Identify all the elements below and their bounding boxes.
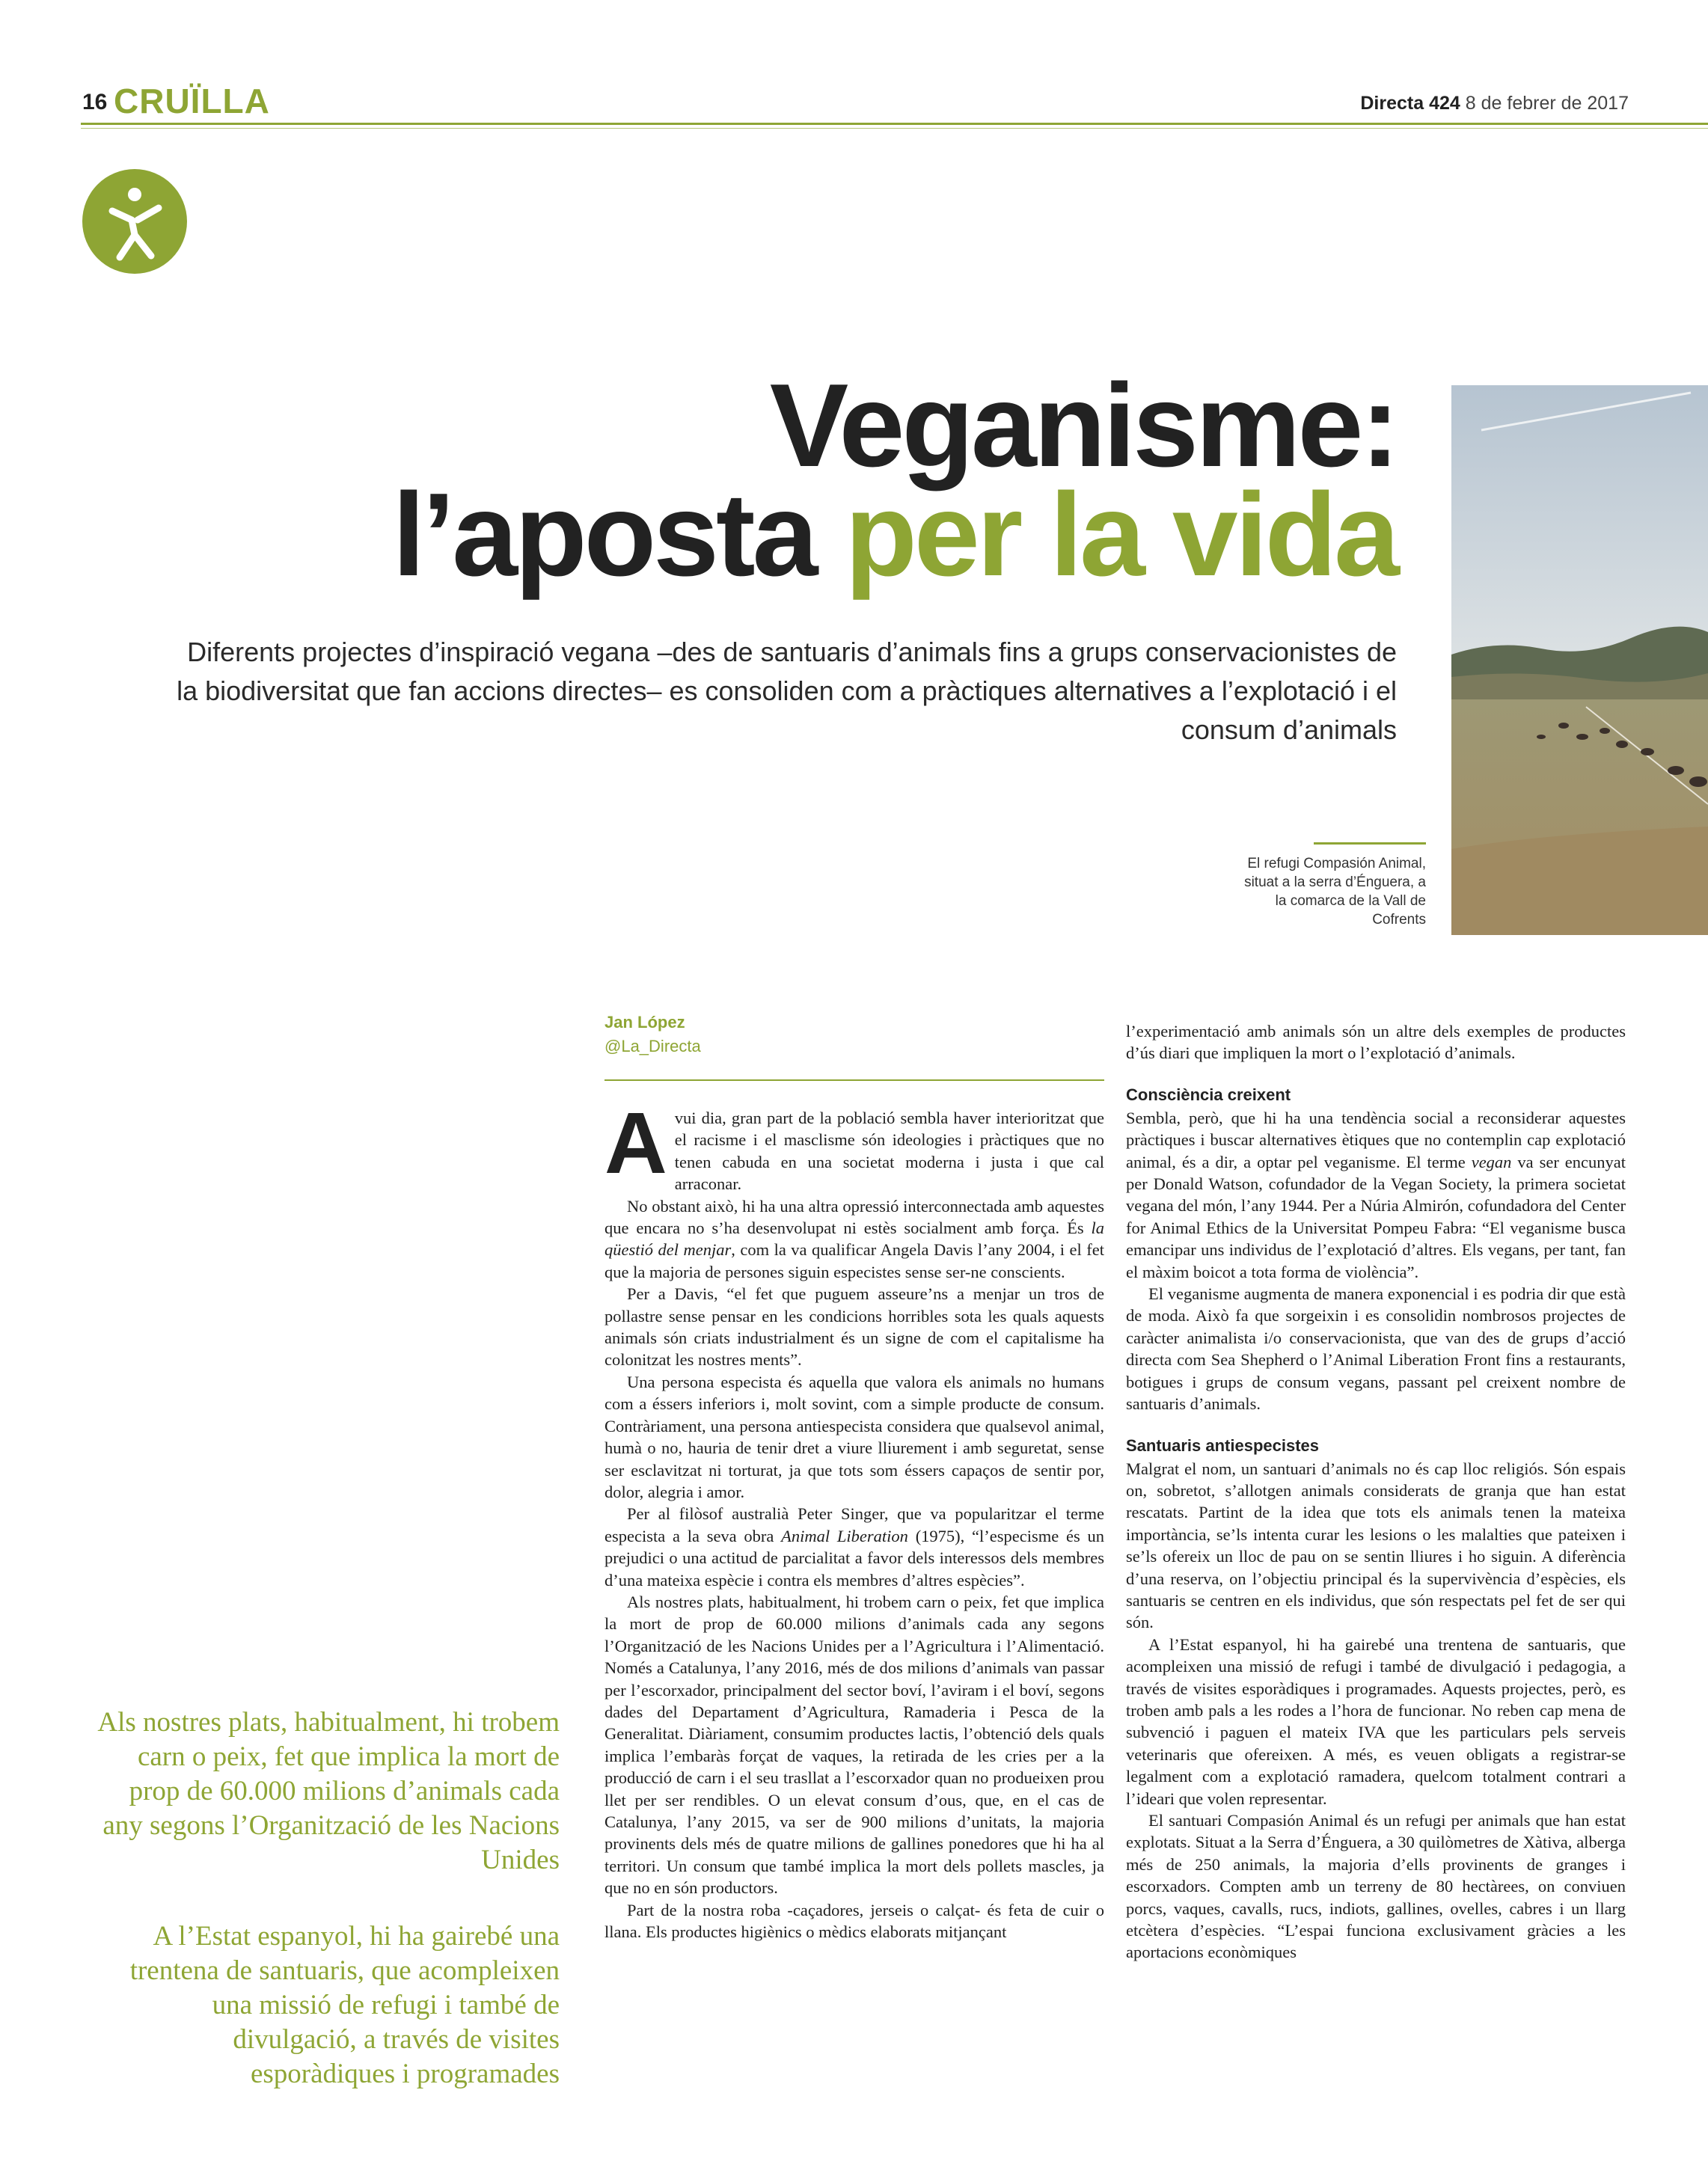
headline-line-1: Veganisme:: [769, 360, 1397, 491]
drop-cap: A: [604, 1094, 667, 1192]
section-gap: [1126, 1064, 1626, 1084]
byline-rule: [604, 1079, 1104, 1081]
sanctuary-photo: [1451, 385, 1708, 935]
article-paragraph: Malgrat el nom, un santuari d’animals no és cap lloc religiós. Són espais on, sobretot, s’allotgen animals considerats de granja que han estat rescatats. Partint de la idea que tots els animals tenen la mateixa importància, se’ls intenta curar les lesions o les malalties que pateixen i se’ls ofereix un lloc de pau on se sentin lliures i ho siguin. A diferència d’una reserva, on l’objectiu principal és la supervivència d’espècies, els santuaris se centren en els individus, que són respectats pel fet de ser qui són.: [1126, 1459, 1626, 1632]
standfirst: Diferents projectes d’inspiració vegana –des de santuaris d’animals fins a grups conservacionistes de la biodiversitat que fan accions directes– es consoliden com a pràctiques alternatives a l’explotació i el consum d’animals: [177, 637, 1397, 745]
article-paragraph: l’experimentació amb animals són un altre dels exemples de productes d’ús diari que impliquen la mort o l’explotació d’animals.: [1126, 1022, 1626, 1063]
person-figure-icon: [82, 169, 187, 274]
article-column-1: [604, 1094, 1104, 1943]
pull-quote-2: A l’Estat espanyol, hi ha gairebé una trentena de santuaris, que acompleixen una missió de refugi i també de divulgació, a través de visites esporàdiques i programades: [129, 1921, 560, 2089]
page-number: 16: [82, 90, 108, 114]
article-paragraph: El veganisme augmenta de manera exponencial i es podria dir que està de moda. Això fa que sorgeixin i es consolidin nombrosos projectes de caràcter animalista i/o conservacionista, que van des de grups d’acció directa com Sea Shepherd o l’Animal Liberation Front fins a restaurants, botigues i grups de consum vegans, passant pel creixent nombre de santuaris d’animals.: [1126, 1284, 1626, 1414]
article-column-2: [1126, 1020, 1626, 1964]
publication-name: Directa 424: [1360, 93, 1460, 114]
pull-quote-1: Als nostres plats, habitualment, hi trobem carn o peix, fet que implica la mort de prop de 60.000 milions d’animals cada any segons l’Organització de les Nacions Unides: [97, 1707, 560, 1875]
author-name: Jan López: [604, 1013, 685, 1032]
headline-green: per la vida: [845, 469, 1397, 601]
article-paragraph: Per a Davis, “el fet que puguem asseure’ns a menjar un tros de pollastre sense pensar en les condicions horribles sota les quals aquests animals són criats industrialment és un signe de com el capitalisme ha colonitzat les nostres ments”.: [604, 1284, 1104, 1370]
article-paragraph: Avui dia, gran part de la població sembla haver interioritzat que el racisme i el masclisme són ideologies i pràctiques que no tenen cabuda en una societat moderna i justa i que cal arraconar.: [604, 1094, 1104, 1194]
caption-rule: [1314, 842, 1426, 845]
photo-caption: El refugi Compasión Animal, situat a la serra d’Énguera, a la comarca de la Vall de Cofrents: [1244, 856, 1426, 928]
article-paragraph: Sembla, però, que hi ha una tendència social a reconsiderar aquestes pràctiques i buscar alternatives ètiques que no contemplin cap explotació animal, és a dir, a optar pel veganisme. El terme vegan va ser encunyat per Donald Watson, cofundador de la Vegan Society, la primera societat vegana del món, l’any 1944. Per a Núria Almirón, cofundadora del Center for Animal Ethics de la Universitat Pompeu Fabra: “El veganisme busca emancipar uns individus de l’explotació d’altres. Els vegans, per tant, fan el màxim boicot a tota forma de violència”.: [1126, 1108, 1626, 1281]
article-paragraph: Als nostres plats, habitualment, hi trobem carn o peix, fet que implica la mort de prop de 60.000 milions d’animals cada any segons l’Organització de les Nacions Unides per a l’Agricultura i l’Alimentació. Només a Catalunya, l’any 2016, més de dos milions d’animals van passar per l’escorxador, principalment del sector boví, l’aviram i el boví, segons dades del Departament d’Agricultura, Ramaderia i Pesca de la Generalitat. Diàriament, consumim productes lactis, l’obtenció dels quals implica l’embaràs forçat de vaques, la retirada de les cries per a la producció de carn i el seu trasllat a l’escorxador quan no produeixen prou llet per ser rendibles. O un elevat consum d’ous, que, en el cas de Catalunya, l’any 2015, va ser de 900 milions d’unitats, la majoria provinents dels més de quatre milions de gallines ponedores que hi ha al territori. Un consum que també implica la mort dels pollets mascles, ja que no en són productors.: [604, 1592, 1104, 1898]
header-rule-thin: [81, 128, 1708, 129]
article-paragraph: Per al filòsof australià Peter Singer, que va popularitzar el terme especista a la seva obra Animal Liberation (1975), “l’especisme és un prejudici o una actitud de parcialitat a favor dels interessos dels membres d’una mateixa espècie i contra els membres d’altres espècies”.: [604, 1504, 1104, 1590]
headline-dark: l’aposta: [392, 469, 815, 601]
headline-line-2: [392, 469, 1397, 601]
article-paragraph: Part de la nostra roba -caçadores, jerseis o calçat- és feta de cuir o llana. Els productes higiènics o mèdics elaborats mitjançant: [604, 1900, 1104, 1942]
article-paragraph: El santuari Compasión Animal és un refugi per animals que han estat explotats. Situat a la Serra d’Énguera, a 30 quilòmetres de Xàtiva, alberga més de 250 animals, la majoria d’ells provinents de granges i escorxadors. Compten amb un terreny de 80 hectàrees, on conviuen porcs, vaques, cavalls, rucs, indiots, gallines, ovelles, cabres i un llarg etcètera d’espècies. “L’espai funciona exclusivament gràcies a les aportacions econòmiques: [1126, 1811, 1626, 1962]
article-paragraph: A l’Estat espanyol, hi ha gairebé una trentena de santuaris, que acompleixen una missió de refugi i també de divulgació i pedagogia, a través de visites esporàdiques i programades. Aquests projectes, però, es troben amb pals a les rodes a l’hora de funcionar. No reben cap mena de subvenció i paguen el mateix IVA que les particulars pels serveis veterinaris que ofereixen. A més, es veuen obligats a registrar-se legalment com a explotació ramadera, quelcom totalment contrari a l’ideari que volen representar.: [1126, 1634, 1626, 1808]
header-rule: [81, 123, 1708, 125]
headline: [392, 360, 1397, 601]
article-paragraph: Una persona especista és aquella que valora els animals no humans com a éssers inferiors i, molt sovint, com a simple producte de consum. Contràriament, una persona antiespecista considera que qualsevol animal, humà o no, hauria de tenir dret a viure lliurement i amb seguretat, sense ser esclavitzat ni torturat, ja que tots som éssers capaços de sentir por, dolor, alegria i amor.: [604, 1372, 1104, 1501]
subheading-consciousness: Consciència creixent: [1126, 1085, 1291, 1104]
section-name: CRUÏLLA: [114, 82, 270, 120]
section-gap: [1126, 1415, 1626, 1435]
article-paragraph: No obstant això, hi ha una altra opressió interconnectada amb aquestes que encara no s’ha desenvolupat ni estès socialment amb força. És la qüestió del menjar, com la va qualificar Angela Davis l’any 2004, i el fet que la majoria de persones siguin especistes sense ser-ne conscients.: [604, 1196, 1104, 1281]
issue-info: [1360, 93, 1629, 114]
author-handle: @La_Directa: [604, 1037, 701, 1055]
subheading-sanctuaries: Santuaris antiespecistes: [1126, 1435, 1320, 1455]
issue-date: 8 de febrer de 2017: [1465, 93, 1629, 114]
